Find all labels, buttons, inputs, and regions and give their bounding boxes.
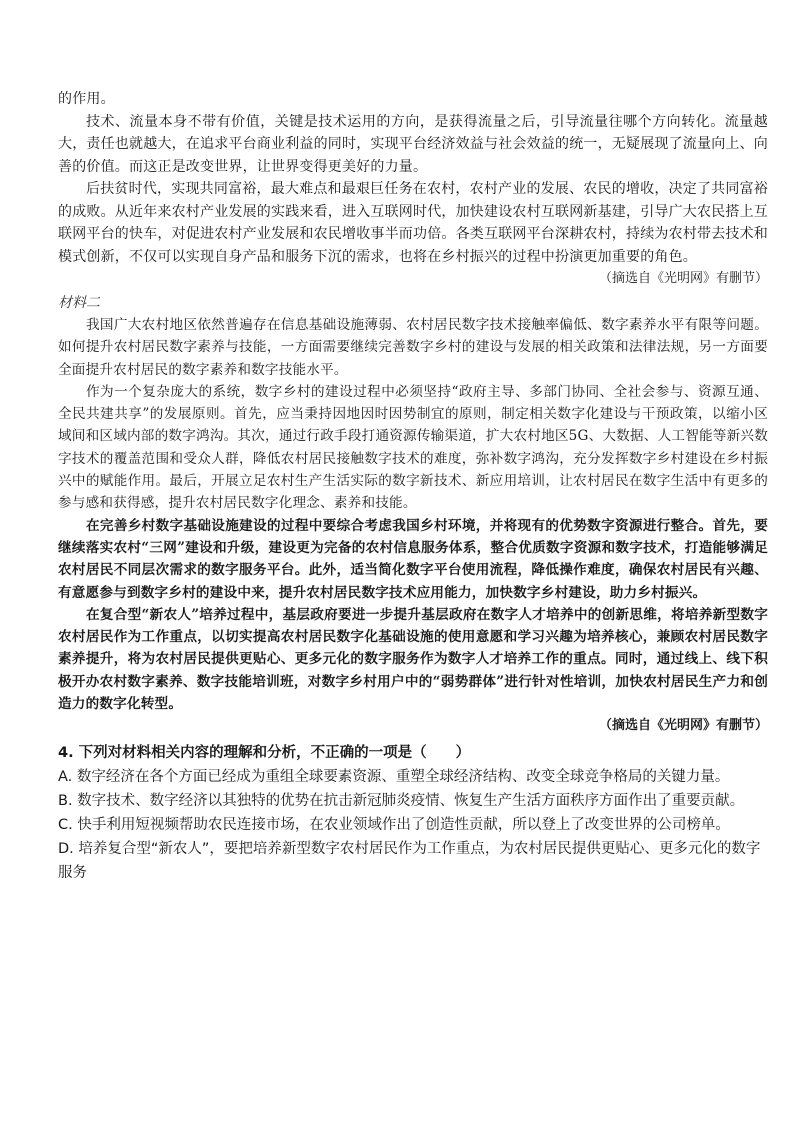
paragraph-continuation: 的作用。: [58, 91, 115, 107]
paragraph-rural-problems: 我国广大农村地区依然普遍存在信息基础设施薄弱、农村居民数字技术接触率偏低、数字素养水平有限等问题。如何提升农村居民数字素养与技能，一方面需要继续完善数字乡村的建设与发展的相关政策和法律法规，另一方面要全面提升农村居民的数字素养和数字技能水平。: [58, 317, 768, 378]
paragraph-new-farmers: 在复合型“新农人”培养过程中，基层政府要进一步提升基层政府在数字人才培养中的创新思维，将培养新型数字农村居民作为工作重点，以切实提高农村居民数字化基础设施的使用意愿和学习兴趣为培养核心，兼顾农村居民数字素养提升，将为农村居民提供更贴心、更多元化的数字服务作为数字人才培养工作的重点。同时，通过线上、线下积极开办农村数字素养、数字技能培训班，对数字乡村用户中的“弱势群体”进行针对性培训，加快农村居民生产力和创造力的数字化转型。: [58, 606, 768, 713]
option-a[interactable]: A. 数字经济在各个方面已经成为重组全球要素资源、重塑全球经济结构、改变全球竞争格局的关键力量。: [58, 769, 730, 786]
option-d[interactable]: D. 培养复合型“新农人”，要把培养新型数字农村居民作为工作重点，为农村居民提供更贴心、更多元化的数字服务: [58, 841, 761, 882]
question-4: [58, 741, 768, 885]
option-c[interactable]: C. 快手利用短视频帮助农民连接市场，在农业领域作出了创造性贡献，所以登上了改变世界的公司榜单。: [58, 817, 730, 834]
paragraph-system-principles: 作为一个复杂庞大的系统，数字乡村的建设过程中必须坚持“政府主导、多部门协同、全社会参与、资源互通、全民共建共享”的发展原则。首先，应当秉持因地因时因势制宜的原则，制定相关数字化建设与干预政策，以缩小区域间和区域内部的数字鸿沟。其次，通过行政手段打通资源传输渠道，扩大农村地区5G、大数据、人工智能等新兴数字技术的覆盖范围和受众人群，降低农村居民接触数字技术的难度，弥补数字鸿沟，充分发挥数字乡村建设在乡村振兴中的赋能作用。最后，开展立足农村生产生活实际的数字新技术、新应用培训，让农村居民在数字生活中有更多的参与感和获得感，提升农村居民数字化理念、素养和技能。: [58, 383, 768, 512]
material-two: [58, 292, 768, 737]
material-two-label: 材料二: [58, 295, 100, 311]
question-stem: 4. 下列对材料相关内容的理解和分析，不正确的一项是（ ）: [58, 745, 471, 762]
paragraph-traffic-value: 技术、流量本身不带有价值，关键是技术运用的方向，是获得流量之后，引导流量往哪个方向转化。流量越大，责任也就越大，在追求平台商业利益的同时，实现平台经济效益与社会效益的统一，无疑展现了流量向上、向善的价值。而这正是改变世界，让世界变得更美好的力量。: [58, 113, 768, 175]
material-one-source: （摘选自《光明网》有删节）: [598, 271, 768, 286]
material-one: [58, 88, 768, 290]
paragraph-infrastructure: 在完善乡村数字基础设施建设的过程中要综合考虑我国乡村环境，并将现有的优势数字资源进行整合。首先，要继续落实农村“三网”建设和升级，建设更为完备的农村信息服务体系，整合优质数字资源和数字技术，打造能够满足农村居民不同层次需求的数字服务平台。此外，适当简化数字平台使用流程，降低操作难度，确保农村居民有兴趣、有意愿参与到数字乡村的建设中来，提升农村居民数字技术应用能力，加快数字乡村建设，助力乡村振兴。: [58, 517, 768, 601]
material-two-source: （摘选自《光明网》有删节）: [598, 718, 768, 734]
paragraph-common-prosperity: 后扶贫时代，实现共同富裕，最大难点和最艰巨任务在农村，农村产业的发展、农民的增收，决定了共同富裕的成败。从近年来农村产业发展的实践来看，进入互联网时代，加快建设农村互联网新基建，引导广大农民搭上互联网平台的快车，对促进农村产业发展和农民增收事半而功倍。各类互联网平台深耕农村，持续为农村带去技术和模式创新，不仅可以实现自身产品和服务下沉的需求，也将在乡村振兴的过程中扮演更加重要的角色。: [58, 181, 768, 265]
option-b[interactable]: B. 数字技术、数字经济以其独特的优势在抗击新冠肺炎疫情、恢复生产生活方面秩序方面作出了重要贡献。: [58, 793, 745, 810]
